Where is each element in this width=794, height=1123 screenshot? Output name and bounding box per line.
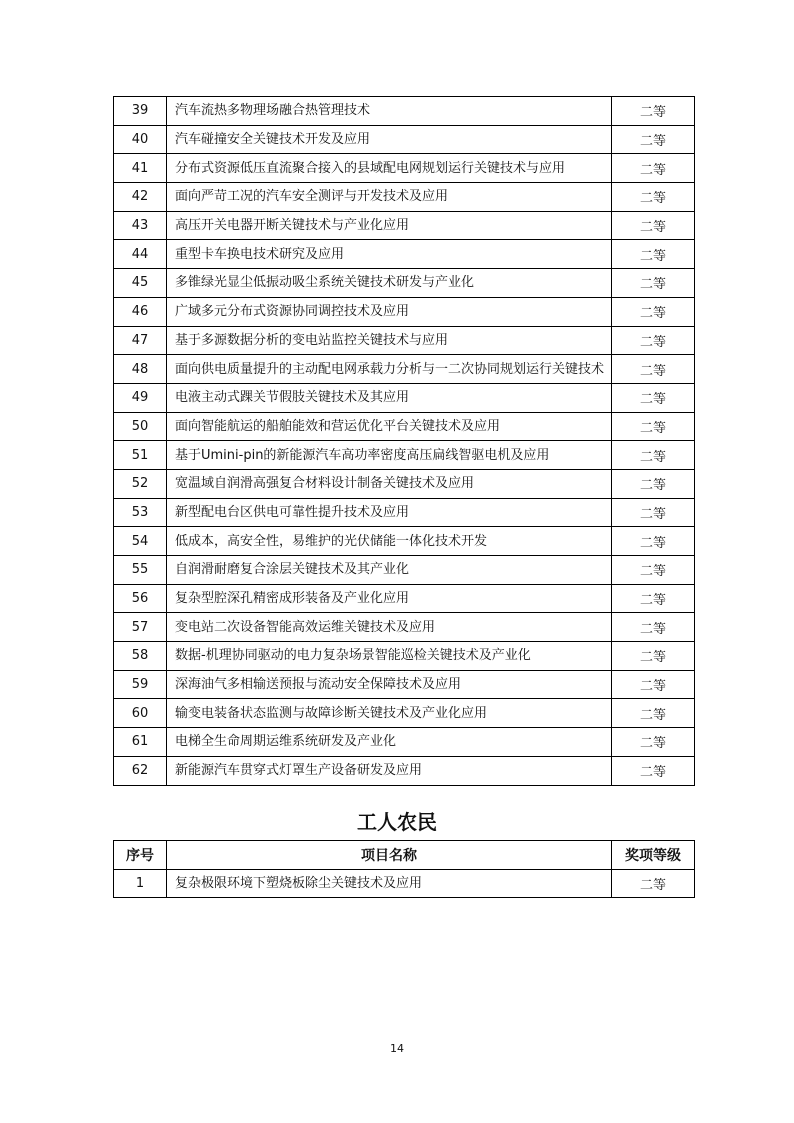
row-number: 55 <box>114 556 167 585</box>
award-level: 二等 <box>612 383 695 412</box>
table-row <box>114 326 695 355</box>
award-level: 二等 <box>612 412 695 441</box>
award-level: 二等 <box>612 326 695 355</box>
award-level: 二等 <box>612 670 695 699</box>
workers-farmers-table <box>113 840 695 898</box>
row-number: 52 <box>114 469 167 498</box>
award-level: 二等 <box>612 183 695 212</box>
award-level: 二等 <box>612 154 695 183</box>
project-name: 电梯全生命周期运维系统研发及产业化 <box>167 728 612 757</box>
row-number: 49 <box>114 383 167 412</box>
project-name: 面向智能航运的船舶能效和营运优化平台关键技术及应用 <box>167 412 612 441</box>
row-number: 53 <box>114 498 167 527</box>
row-number: 61 <box>114 728 167 757</box>
project-name: 深海油气多相输送预报与流动安全保障技术及应用 <box>167 670 612 699</box>
table-row <box>114 355 695 384</box>
row-number: 51 <box>114 441 167 470</box>
row-number: 47 <box>114 326 167 355</box>
project-name: 数据-机理协同驱动的电力复杂场景智能巡检关键技术及产业化 <box>167 642 612 671</box>
table-header-row <box>114 841 695 870</box>
project-name: 输变电装备状态监测与故障诊断关键技术及产业化应用 <box>167 699 612 728</box>
project-name: 基于多源数据分析的变电站监控关键技术与应用 <box>167 326 612 355</box>
workers-farmers-table-body <box>114 869 695 898</box>
project-name: 多锥绿光显尘低振动吸尘系统关键技术研发与产业化 <box>167 269 612 298</box>
row-number: 40 <box>114 125 167 154</box>
table-row <box>114 556 695 585</box>
table-row <box>114 527 695 556</box>
award-level: 二等 <box>612 97 695 126</box>
row-number: 41 <box>114 154 167 183</box>
awards-table-body <box>114 97 695 786</box>
project-name: 复杂极限环境下塑烧板除尘关键技术及应用 <box>167 869 612 898</box>
award-level: 二等 <box>612 211 695 240</box>
table-row <box>114 297 695 326</box>
page-number: 14 <box>390 1042 404 1055</box>
row-number: 45 <box>114 269 167 298</box>
project-name: 电液主动式踝关节假肢关键技术及其应用 <box>167 383 612 412</box>
award-level: 二等 <box>612 297 695 326</box>
table-row <box>114 756 695 785</box>
project-name: 低成本，高安全性，易维护的光伏储能一体化技术开发 <box>167 527 612 556</box>
row-number: 58 <box>114 642 167 671</box>
row-number: 56 <box>114 584 167 613</box>
award-level: 二等 <box>612 613 695 642</box>
project-name: 重型卡车换电技术研究及应用 <box>167 240 612 269</box>
header-project-name: 项目名称 <box>167 841 612 870</box>
project-name: 自润滑耐磨复合涂层关键技术及其产业化 <box>167 556 612 585</box>
row-number: 1 <box>114 869 167 898</box>
project-name: 汽车流热多物理场融合热管理技术 <box>167 97 612 126</box>
award-level: 二等 <box>612 240 695 269</box>
award-level: 二等 <box>612 125 695 154</box>
project-name: 高压开关电器开断关键技术与产业化应用 <box>167 211 612 240</box>
row-number: 39 <box>114 97 167 126</box>
row-number: 43 <box>114 211 167 240</box>
table-row <box>114 441 695 470</box>
table-row <box>114 469 695 498</box>
project-name: 复杂型腔深孔精密成形装备及产业化应用 <box>167 584 612 613</box>
table-row <box>114 869 695 898</box>
award-level: 二等 <box>612 699 695 728</box>
project-name: 新型配电台区供电可靠性提升技术及应用 <box>167 498 612 527</box>
project-name: 基于Umini-pin的新能源汽车高功率密度高压扁线智驱电机及应用 <box>167 441 612 470</box>
row-number: 62 <box>114 756 167 785</box>
row-number: 42 <box>114 183 167 212</box>
project-name: 面向严苛工况的汽车安全测评与开发技术及应用 <box>167 183 612 212</box>
table-row <box>114 642 695 671</box>
table-row <box>114 211 695 240</box>
project-name: 宽温域自润滑高强复合材料设计制备关键技术及应用 <box>167 469 612 498</box>
table-row <box>114 183 695 212</box>
award-level: 二等 <box>612 756 695 785</box>
table-row <box>114 269 695 298</box>
table-row <box>114 699 695 728</box>
awards-table-continued <box>113 96 695 786</box>
award-level: 二等 <box>612 869 695 898</box>
row-number: 57 <box>114 613 167 642</box>
project-name: 变电站二次设备智能高效运维关键技术及应用 <box>167 613 612 642</box>
award-level: 二等 <box>612 728 695 757</box>
table-row <box>114 613 695 642</box>
award-level: 二等 <box>612 584 695 613</box>
row-number: 60 <box>114 699 167 728</box>
award-level: 二等 <box>612 355 695 384</box>
award-level: 二等 <box>612 556 695 585</box>
header-number: 序号 <box>114 841 167 870</box>
project-name: 分布式资源低压直流聚合接入的县域配电网规划运行关键技术与应用 <box>167 154 612 183</box>
table-row <box>114 240 695 269</box>
award-level: 二等 <box>612 527 695 556</box>
row-number: 54 <box>114 527 167 556</box>
project-name: 新能源汽车贯穿式灯罩生产设备研发及应用 <box>167 756 612 785</box>
award-level: 二等 <box>612 469 695 498</box>
project-name: 汽车碰撞安全关键技术开发及应用 <box>167 125 612 154</box>
row-number: 44 <box>114 240 167 269</box>
award-level: 二等 <box>612 269 695 298</box>
section-title: 工人农民 <box>357 810 437 834</box>
table-row <box>114 125 695 154</box>
table-row <box>114 412 695 441</box>
table-row <box>114 383 695 412</box>
table-row <box>114 97 695 126</box>
row-number: 59 <box>114 670 167 699</box>
table-row <box>114 728 695 757</box>
project-name: 面向供电质量提升的主动配电网承载力分析与一二次协同规划运行关键技术 <box>167 355 612 384</box>
table-row <box>114 584 695 613</box>
header-award-level: 奖项等级 <box>612 841 695 870</box>
row-number: 48 <box>114 355 167 384</box>
award-level: 二等 <box>612 498 695 527</box>
row-number: 46 <box>114 297 167 326</box>
table-row <box>114 154 695 183</box>
table-row <box>114 670 695 699</box>
project-name: 广域多元分布式资源协同调控技术及应用 <box>167 297 612 326</box>
award-level: 二等 <box>612 642 695 671</box>
award-level: 二等 <box>612 441 695 470</box>
row-number: 50 <box>114 412 167 441</box>
table-row <box>114 498 695 527</box>
